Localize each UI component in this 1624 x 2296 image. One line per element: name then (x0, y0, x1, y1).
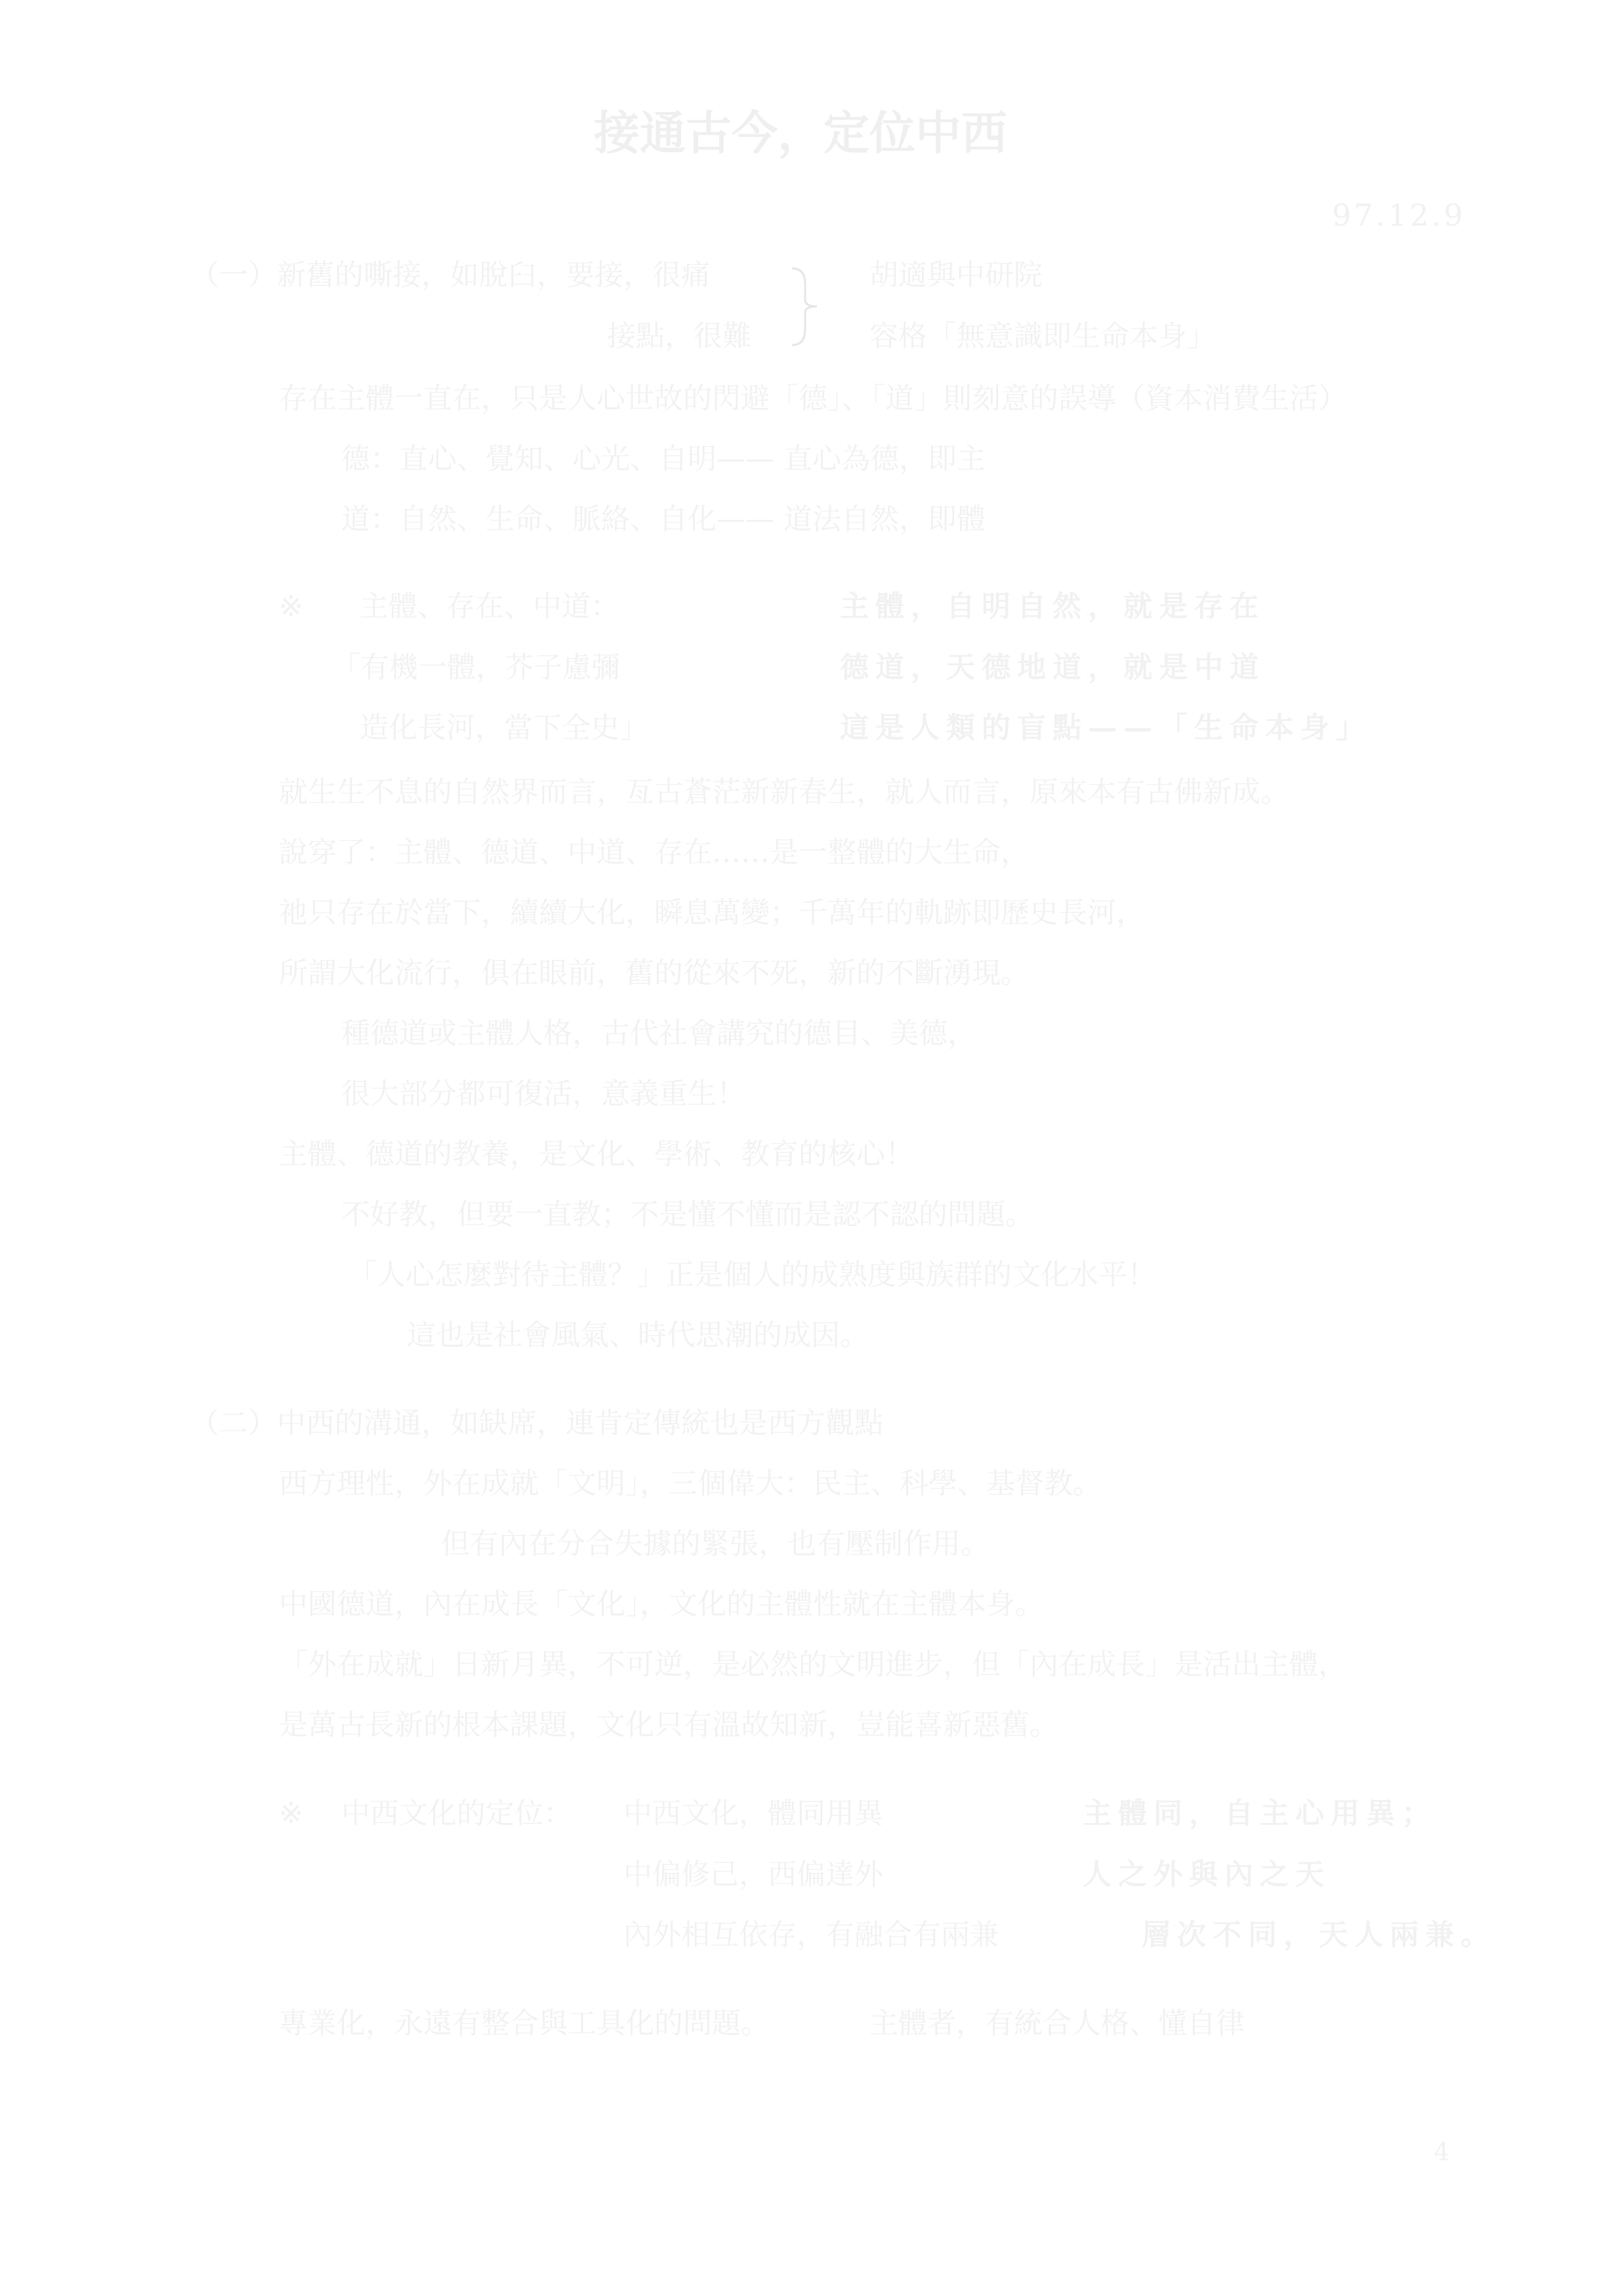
positioning-point: 中西文化，體同用異 (623, 1797, 883, 1830)
section1-line: 道：自然、生命、脈絡、自化—— 道法自然，即體 (341, 502, 986, 536)
paragraph-line: 主體、德道的教養，是文化、學術、教育的核心！ (279, 1138, 914, 1171)
positioning-point: 內外相互依存，有融合有兩兼 (623, 1918, 999, 1952)
positioning-note: 人之外與內之天 (1083, 1858, 1331, 1891)
reference-mark: ※ (279, 1797, 303, 1830)
brace-note-1: 胡適與中研院 (869, 258, 1043, 292)
concept-note: 這是人類的盲點——「生命本身」 (840, 711, 1371, 745)
paragraph-line: 西方理性，外在成就「文明」，三個偉大：民主、科學、基督教。 (279, 1467, 1102, 1500)
page-title: 接通古今，定位中西 (594, 106, 1007, 160)
positioning-note: 主體同，自主心用異； (1083, 1797, 1437, 1830)
positioning-point: 中偏修己，西偏達外 (623, 1858, 883, 1891)
brace-note-2: 容格「無意識即生命本身」 (869, 319, 1216, 353)
positioning-label: 中西文化的定位： (341, 1797, 572, 1830)
paragraph-line: 專業化，永遠有整合與工具化的問題。 (279, 2007, 770, 2040)
positioning-note: 層次不同，天人兩兼。 (1142, 1918, 1496, 1952)
paragraph-line: 祂只存在於當下，續續大化，瞬息萬變；千萬年的軌跡即歷史長河， (279, 896, 1145, 930)
paragraph-line: 「外在成就」日新月異，不可逆，是必然的文明進步，但「內在成長」是活出主體， (279, 1648, 1347, 1681)
section1-heading-line2: 接點，很難 (607, 319, 751, 353)
paragraph-line: 就生生不息的自然界而言，亙古蒼茫新新春生，就人而言，原來本有古佛新成。 (279, 775, 1289, 809)
document-date: 97.12.9 (1332, 197, 1466, 233)
reference-mark: ※ (279, 590, 303, 623)
section1-heading: （一）新舊的嘶接，如脫臼，要接，很痛 (190, 258, 710, 292)
paragraph-line: 「人心怎麼對待主體？」正是個人的成熟度與族群的文化水平！ (348, 1258, 1156, 1292)
section2-heading: （二）中西的溝通，如缺席，連肯定傳統也是西方觀點 (190, 1406, 883, 1440)
paragraph-line: 所謂大化流行，俱在眼前，舊的從來不死，新的不斷湧現。 (279, 956, 1030, 990)
paragraph-line: 中國德道，內在成長「文化」，文化的主體性就在主體本身。 (279, 1588, 1044, 1621)
paragraph-line: 很大部分都可復活，意義重生！ (341, 1077, 745, 1111)
paragraph-line: 這也是社會風氣、時代思潮的成因。 (407, 1319, 869, 1352)
paragraph-line: 說穿了：主體、德道、中道、存在……是一整體的大生命， (279, 836, 1030, 869)
page-number: 4 (1434, 2137, 1450, 2166)
paragraph-line: 主體者，有統合人格、懂自律 (869, 2007, 1245, 2040)
section1-line: 德：直心、覺知、心光、自明—— 直心為德，即主 (341, 442, 986, 476)
paragraph-line: 不好教，但要一直教；不是懂不懂而是認不認的問題。 (341, 1198, 1034, 1231)
concept-note: 主體，自明自然，就是存在 (840, 590, 1265, 623)
section1-line: 存在主體一直在，只是人心世故的閃避「德」、「道」則刻意的誤導（資本消費生活） (279, 382, 1347, 415)
quote-line-1: 「有機一體，芥子慮彌 (331, 651, 620, 684)
right-brace (791, 266, 820, 348)
paragraph-line: 但有內在分合失據的緊張，也有壓制作用。 (441, 1527, 989, 1561)
quote-line-2: 造化長河，當下全史」 (360, 711, 648, 745)
paragraph-line: 種德道或主體人格，古代社會講究的德目、美德， (341, 1017, 976, 1050)
paragraph-line: 是萬古長新的根本課題，文化只有溫故知新，豈能喜新惡舊。 (279, 1708, 1058, 1742)
concept-note: 德道，天德地道，就是中道 (840, 651, 1265, 684)
key-concepts-label: 主體、存在、中道： (360, 590, 619, 623)
